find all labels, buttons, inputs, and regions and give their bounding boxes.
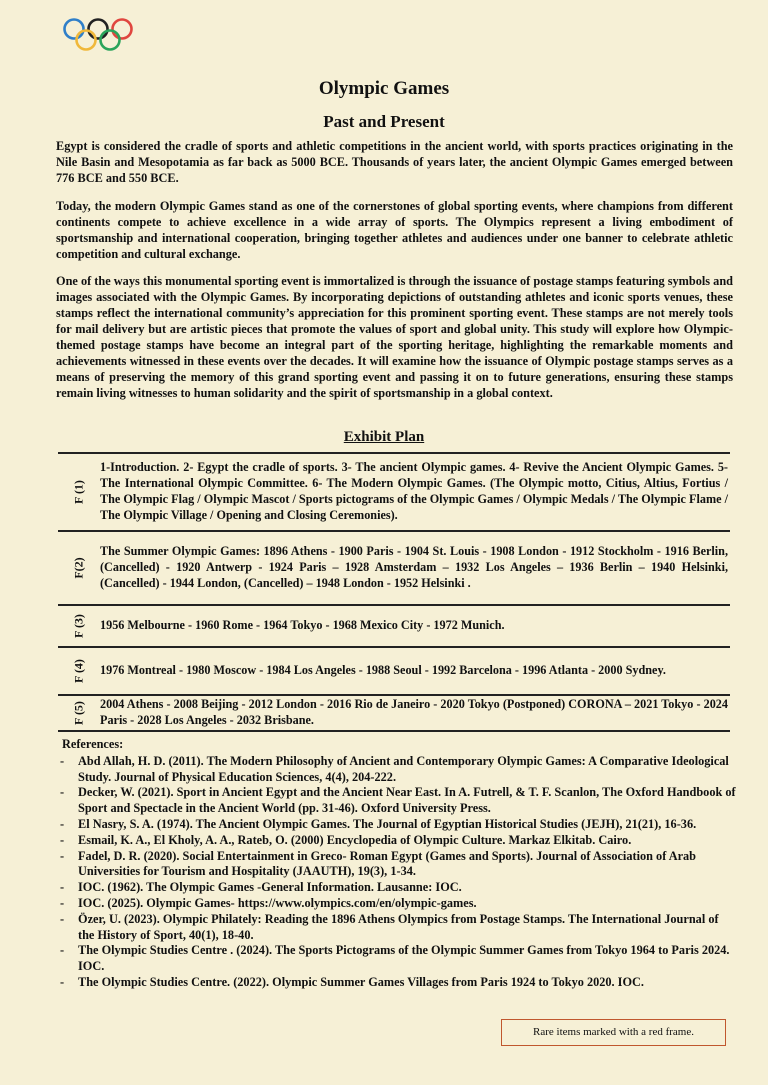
frame-row-5	[58, 694, 730, 732]
reference-item: - Fadel, D. R. (2020). Social Entertainment in Greco- Roman Egypt (Games and Sports). Journal of Association of Arab Universities for Tourism and Hospitality (JAAUTH), 19(3), 1-34.	[56, 849, 736, 881]
references-heading: References:	[62, 737, 124, 751]
frame-description: 1-Introduction. 2- Egypt the cradle of sports. 3- The ancient Olympic games. 4- Revive the Ancient Olympic Games. 5- The International Olympic Committee. 6- The Modern Olympic Games. (The Olympic motto, Citius, Altius, Fortius / The Olympic Flag / Olympic Mascot / Sports pictograms of the Olympic Games / Olympic Medals / The Olympic Flame / The Olympic Village / Opening and Closing Ceremonies).	[100, 460, 728, 522]
ring-green	[101, 31, 120, 50]
ring-red	[113, 20, 132, 39]
ring-yellow	[77, 31, 96, 50]
exhibit-plan-heading: Exhibit Plan	[343, 429, 425, 445]
reference-item: - The Olympic Studies Centre . (2024). The Sports Pictograms of the Olympic Summer Games from Tokyo 1964 to Paris 2024. IOC.	[56, 943, 736, 975]
ring-blue	[65, 20, 84, 39]
frame-description: The Summer Olympic Games: 1896 Athens - 1900 Paris - 1904 St. Louis - 1908 London - 1912 Stockholm - 1916 Berlin, (Cancelled) - 1920 Antwerp - 1924 Paris – 1928 Amsterdam – 1932 Los Angeles – 1936 Berlin – 1940 Helsinki, (Cancelled) - 1944 London, (Cancelled) – 1948 London - 1952 Helsinki .	[100, 544, 728, 590]
references-list	[56, 754, 736, 991]
references-section	[56, 737, 736, 991]
frame-row-2	[58, 530, 730, 604]
reference-item: - IOC. (1962). The Olympic Games -General Information. Lausanne: IOC.	[56, 880, 736, 896]
frame-description: 2004 Athens - 2008 Beijing - 2012 London - 2016 Rio de Janeiro - 2020 Tokyo (Postponed) CORONA – 2021 Tokyo - 2024 Paris - 2028 Los Angeles - 2032 Brisbane.	[100, 697, 728, 727]
exhibit-plan-table	[58, 452, 730, 732]
reference-item: - IOC. (2025). Olympic Games- https://www.olympics.com/en/olympic-games.	[56, 896, 736, 912]
reference-item: - Abd Allah, H. D. (2011). The Modern Philosophy of Ancient and Contemporary Olympic Games: A Comparative Ideological Study. Journal of Physical Education Sciences, 4(4), 204-222.	[56, 754, 736, 786]
frame-row-3	[58, 604, 730, 646]
frame-label: F (1)	[71, 480, 86, 504]
frame-label: F(2)	[71, 557, 86, 579]
frame-label: F (3)	[71, 614, 86, 638]
rare-items-note: Rare items marked with a red frame.	[501, 1019, 726, 1046]
frame-row-4	[58, 646, 730, 694]
frame-label: F (4)	[71, 659, 86, 683]
intro-paragraph-2: Today, the modern Olympic Games stand as one of the cornerstones of global sporting events, where champions from different continents compete to achieve excellence in a wide array of sports. The Olympics represent a living embodiment of sportsmanship and international cooperation, bringing together athletes and audiences under one banner to celebrate athletic competition and cultural exchange.	[56, 199, 733, 261]
olympic-rings-logo	[62, 18, 134, 52]
frame-row-1	[58, 452, 730, 530]
intro-paragraph-1: Egypt is considered the cradle of sports and athletic competitions in the ancient world, with sports practices originating in the Nile Basin and Mesopotamia as far back as 5000 BCE. Thousands of years later, the ancient Olympic Games emerged between 776 BCE and 550 BCE.	[56, 139, 733, 185]
frame-description: 1976 Montreal - 1980 Moscow - 1984 Los Angeles - 1988 Seoul - 1992 Barcelona - 1996 Atlanta - 2000 Sydney.	[100, 663, 666, 678]
reference-item: - Decker, W. (2021). Sport in Ancient Egypt and the Ancient Near East. In A. Futrell, & T. F. Scanlon, The Oxford Handbook of Sport and Spectacle in the Ancient World (pp. 31-46). Oxford University Press.	[56, 785, 736, 817]
reference-item: - The Olympic Studies Centre. (2022). Olympic Summer Games Villages from Paris 1924 to Tokyo 2020. IOC.	[56, 975, 736, 991]
page-subtitle: Past and Present	[323, 112, 445, 131]
intro-paragraph-3: One of the ways this monumental sporting event is immortalized is through the issuance of postage stamps featuring symbols and images associated with the Olympic Games. By incorporating depictions of outstanding athletes and iconic sports venues, these stamps reflect the international community’s appreciation for this prominent sporting event. These stamps are not merely tools for mail delivery but are artistic pieces that promote the values of sport and global unity. This study will explore how Olympic-themed postage stamps have become an integral part of the sporting heritage, highlighting the remarkable moments and achievements witnessed in these events over the decades. It will examine how the issuance of Olympic postage stamps serves as a means of preserving the memory of this grand sporting event and passing it on to future generations, ensuring these stamps remain living witnesses to human solidarity and the spirit of sportsmanship in a global context.	[56, 274, 733, 400]
reference-item: - Özer, U. (2023). Olympic Philately: Reading the 1896 Athens Olympics from Postage Stamps. The International Journal of the History of Sport, 40(1), 18-40.	[56, 912, 736, 944]
reference-item: - Esmail, K. A., El Kholy, A. A., Rateb, O. (2000) Encyclopedia of Olympic Culture. Markaz Elkitab. Cairo.	[56, 833, 736, 849]
frame-label: F (5)	[71, 701, 86, 725]
reference-item: - El Nasry, S. A. (1974). The Ancient Olympic Games. The Journal of Egyptian Historical Studies (JEJH), 21(21), 16-36.	[56, 817, 736, 833]
page-title: Olympic Games	[318, 78, 450, 99]
ring-black	[89, 20, 108, 39]
frame-description: 1956 Melbourne - 1960 Rome - 1964 Tokyo - 1968 Mexico City - 1972 Munich.	[100, 618, 505, 633]
